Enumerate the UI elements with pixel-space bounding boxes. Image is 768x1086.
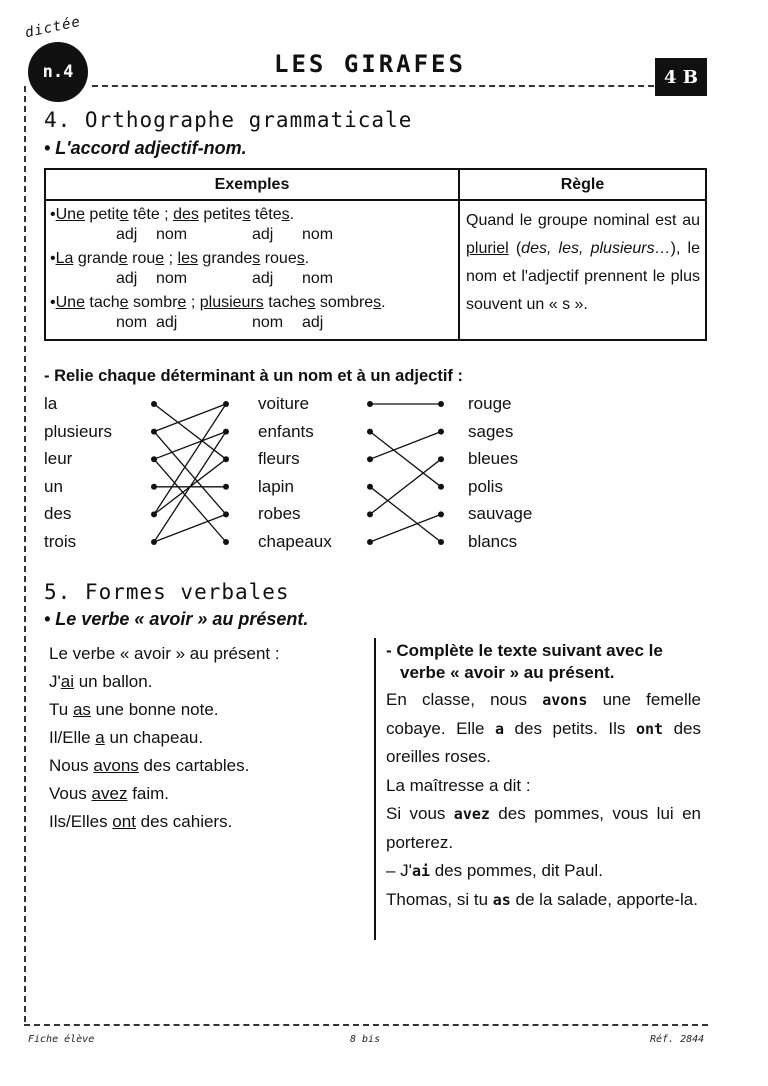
conjugation-intro: Le verbe « avoir » au présent : <box>49 644 280 663</box>
noun-dot-right <box>367 401 373 407</box>
grammar-label: adj <box>116 270 138 287</box>
conjugated-verb: ont <box>112 812 136 831</box>
link-line <box>154 404 226 432</box>
noun-dot-left <box>223 511 229 517</box>
example-spacer: • <box>50 294 56 311</box>
example-word: s <box>242 206 251 223</box>
example-spacer: • <box>50 206 56 223</box>
grammar-label: adj <box>252 226 274 243</box>
noun-item: fleurs <box>258 449 300 469</box>
conjugation-text: Ils/Elles <box>49 812 113 831</box>
exercise-text-2: une femelle cobaye. Elle <box>386 690 701 738</box>
conjugation-line <box>49 752 369 780</box>
grammar-label: nom <box>116 314 148 331</box>
determinant-dot <box>151 456 157 462</box>
determinant-item: des <box>44 504 72 524</box>
example-word: e <box>119 294 129 311</box>
section4-title: 4. Orthographe grammaticale <box>44 108 413 132</box>
rule-determiners: des, les, plusieurs… <box>521 240 671 257</box>
example-word: Une <box>55 206 85 223</box>
noun-dot-left <box>223 429 229 435</box>
noun-item: enfants <box>258 421 314 441</box>
exercise-text-1: En classe, nous <box>386 690 543 709</box>
conjugation-text: un ballon. <box>73 672 153 691</box>
example-word: e <box>118 250 128 267</box>
determinant-dot <box>151 401 157 407</box>
example-word: Une <box>55 294 85 311</box>
link-exercise-title: - Relie chaque déterminant à un nom et à un adjectif : <box>44 367 463 385</box>
link-line <box>154 432 226 515</box>
example-word: s <box>307 294 316 311</box>
exercise-text-6: Si vous <box>386 804 454 823</box>
section5-subtitle: • Le verbe « avoir » au présent. <box>44 609 309 629</box>
adjective-item: bleues <box>468 449 519 469</box>
example-word: e <box>177 294 187 311</box>
adjective-dot <box>438 539 444 545</box>
example-word: petite <box>203 206 243 223</box>
link-line <box>154 404 226 514</box>
grammar-label: adj <box>302 314 324 331</box>
example-word: . <box>304 250 310 267</box>
conjugation-text: Nous <box>49 756 94 775</box>
page-title: LES GIRAFES <box>274 50 466 78</box>
example-word: s <box>296 250 305 267</box>
exercise-text <box>386 686 701 914</box>
example-word: e <box>119 206 129 223</box>
adjective-item: rouge <box>468 394 512 413</box>
example-word: des <box>173 206 199 223</box>
conjugation-text: un chapeau. <box>104 728 204 747</box>
answer-as: as <box>492 890 511 909</box>
link-line <box>370 432 441 487</box>
exercise-box <box>386 640 701 914</box>
conjugation-lines <box>49 668 369 836</box>
noun-dot-right <box>367 539 373 545</box>
example-word: grande <box>202 250 253 267</box>
noun-dot-right <box>367 511 373 517</box>
exercise-text-3: des petits. Ils <box>504 718 636 738</box>
exercise-text-9: des pommes, dit Paul. <box>430 861 603 880</box>
conjugation-line <box>49 724 369 752</box>
rule-text-1: Quand le groupe nominal est au <box>466 212 700 229</box>
dictee-number-badge: n.4 <box>28 42 88 102</box>
link-line <box>370 459 441 514</box>
rule-text-2: ( <box>508 240 522 257</box>
noun-item: robes <box>258 504 301 524</box>
noun-item: lapin <box>258 476 294 496</box>
example-word: ; <box>164 250 178 267</box>
rule-text-3: ), le nom et l'adjectif prennent le plus souvent un « s ». <box>466 240 701 313</box>
link-line <box>370 432 441 460</box>
example-word: ; <box>159 206 174 223</box>
table-header-rule: Règle <box>459 169 706 200</box>
adjective-item: blancs <box>468 531 518 551</box>
footer-ref: Réf. 2844 <box>650 1034 705 1045</box>
adjective-dot <box>438 511 444 517</box>
example-word: ; <box>186 294 200 311</box>
example-word: La <box>55 250 74 267</box>
grammar-label: nom <box>302 270 334 287</box>
determinant-dot <box>151 429 157 435</box>
link-line <box>154 432 226 460</box>
link-line <box>154 404 226 459</box>
example-word: les <box>177 250 198 267</box>
answer-avez: avez <box>453 805 490 823</box>
conjugation-line <box>49 808 369 836</box>
link-line <box>370 487 441 542</box>
conjugation-line <box>49 668 369 696</box>
grammar-label: adj <box>156 314 178 331</box>
adjective-dot <box>438 456 444 462</box>
example-word: s <box>373 294 382 311</box>
conjugation-line <box>49 696 369 724</box>
answer-a: a <box>494 719 505 738</box>
exercise-text-11: de la salade, apporte-la. <box>510 889 698 909</box>
conjugation-text: Tu <box>49 700 73 719</box>
grammar-label: adj <box>116 226 138 243</box>
example-word: . <box>381 294 386 311</box>
exercise-text-10: Thomas, si tu <box>386 889 493 909</box>
adjective-dot <box>438 484 444 490</box>
noun-dot-right <box>367 484 373 490</box>
exercise-text-7: des pommes, vous lui en porterez. <box>386 804 701 852</box>
example-word: tête <box>254 206 282 223</box>
example-spacer: • <box>50 250 56 267</box>
link-line <box>154 514 226 542</box>
determinant-dot <box>151 484 157 490</box>
example-word: s <box>252 250 261 267</box>
rule-pluriel: pluriel <box>466 240 509 257</box>
example-word: sombr <box>133 294 178 311</box>
footer-left: Fiche élève <box>28 1034 95 1045</box>
conjugated-verb: as <box>72 700 91 719</box>
example-word: roue <box>264 250 297 267</box>
adjective-item: sauvage <box>468 504 533 524</box>
grammar-label: nom <box>156 226 188 243</box>
noun-item: voiture <box>258 394 310 413</box>
example-word: rou <box>132 250 156 267</box>
grammar-label: nom <box>302 226 334 243</box>
footer-divider <box>24 1024 708 1026</box>
column-divider <box>374 638 376 940</box>
determinant-item: leur <box>44 449 73 469</box>
determinant-item: trois <box>44 531 77 551</box>
determinant-dot <box>151 539 157 545</box>
exercise-text-4: des oreilles roses. <box>386 718 701 766</box>
example-word: grand <box>77 250 119 267</box>
noun-dot-right <box>367 456 373 462</box>
adjective-dot <box>438 401 444 407</box>
conjugation-text: Vous <box>49 784 92 803</box>
conjugated-verb: a <box>95 728 105 747</box>
noun-dot-left <box>223 456 229 462</box>
adjective-dot <box>438 429 444 435</box>
conjugated-verb: ai <box>60 672 74 691</box>
conjugated-verb: avez <box>91 784 128 803</box>
conjugation-text: des cartables. <box>138 756 250 775</box>
adjective-item: polis <box>468 476 503 496</box>
conjugation-text: Il/Elle <box>49 728 96 747</box>
noun-dot-left <box>223 401 229 407</box>
example-word: e <box>155 250 165 267</box>
example-word: plusieurs <box>199 294 264 311</box>
noun-dot-left <box>223 484 229 490</box>
section4-subtitle: • L'accord adjectif-nom. <box>44 138 247 158</box>
example-word: tête <box>133 206 160 223</box>
link-line <box>154 459 226 542</box>
example-word: tache <box>268 294 308 311</box>
answer-ai: ai <box>411 862 430 880</box>
determinant-item: un <box>44 476 63 496</box>
conjugation-text: faim. <box>127 784 170 803</box>
answer-ont: ont <box>635 719 664 738</box>
dictee-arc-label: dictée <box>23 13 83 42</box>
level-tag: 4 B <box>655 58 707 96</box>
conjugation-text: des cahiers. <box>135 812 233 831</box>
answer-avons: avons <box>542 691 588 709</box>
link-line <box>370 514 441 542</box>
noun-item: chapeaux <box>258 531 332 551</box>
conjugation-text: une bonne note. <box>90 700 219 719</box>
determinant-item: plusieurs <box>44 421 113 441</box>
example-word: sombre <box>319 294 374 311</box>
footer-page: 8 bis <box>350 1034 381 1045</box>
conjugation-box <box>49 640 369 836</box>
grammar-label: adj <box>252 270 274 287</box>
adjective-item: sages <box>468 421 514 441</box>
conjugated-verb: avons <box>93 756 139 775</box>
grammar-label: nom <box>156 270 188 287</box>
example-word: . <box>289 206 295 223</box>
conjugation-line <box>49 780 369 808</box>
example-word: s <box>281 206 290 223</box>
section5-title: 5. Formes verbales <box>44 580 290 604</box>
example-word: petit <box>89 206 120 223</box>
determinant-dot <box>151 511 157 517</box>
determinant-item: la <box>44 394 58 413</box>
exercise-instruction: - Complète le texte suivant avec le verbe « avoir » au présent. <box>386 641 663 682</box>
exercise-text-5: La maîtresse a dit : <box>386 775 531 795</box>
grammar-label: nom <box>252 314 284 331</box>
conjugation-text: J' <box>49 672 61 691</box>
noun-dot-right <box>367 429 373 435</box>
example-word: tach <box>89 294 120 311</box>
table-header-examples: Exemples <box>45 169 459 200</box>
exercise-text-8: – J' <box>386 861 412 880</box>
noun-dot-left <box>223 539 229 545</box>
